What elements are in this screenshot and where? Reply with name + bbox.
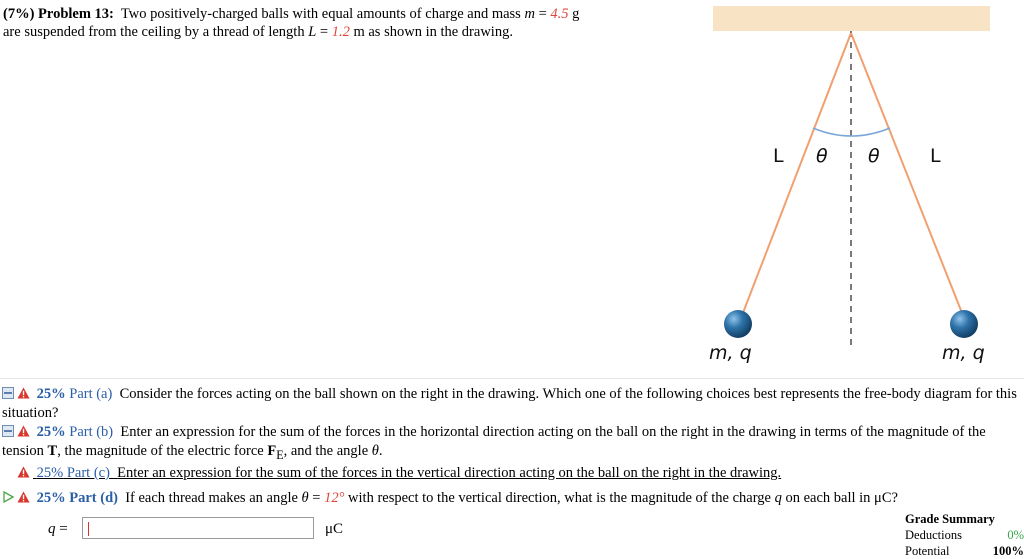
part-a-title[interactable]: Part (a) xyxy=(69,386,113,402)
part-c-text: Enter an expression for the sum of the forces in the vertical direction acting on the ball on the right in the drawing. xyxy=(117,465,782,481)
thread-right xyxy=(851,33,964,318)
answer-row xyxy=(0,515,900,545)
label-length-right: L xyxy=(930,145,941,167)
problem-text-1: Two positively-charged balls with equal amounts of charge and mass xyxy=(120,6,521,22)
answer-variable: q xyxy=(48,521,56,537)
ball-right xyxy=(950,310,978,338)
angle-value: 12° xyxy=(324,490,345,506)
label-theta-right: θ xyxy=(868,145,880,167)
part-c-title[interactable]: Part (c) xyxy=(66,465,110,481)
symbol-theta: θ xyxy=(301,490,309,506)
length-unit: m as shown in the drawing. xyxy=(353,24,513,40)
part-b-text-2: , the magnitude of the electric force xyxy=(57,442,264,459)
pendulum-figure xyxy=(700,0,1024,375)
problem-label: Problem 13: xyxy=(38,6,114,22)
play-icon[interactable] xyxy=(2,490,14,508)
mass-value: 4.5 xyxy=(550,6,569,22)
part-a-percent: 25% xyxy=(36,386,66,402)
deductions-value: 0% xyxy=(1007,528,1024,542)
symbol-force: F xyxy=(267,442,277,459)
part-d-text-1: If each thread makes an angle xyxy=(125,490,298,506)
part-b-percent: 25% xyxy=(36,424,66,440)
label-theta-left: θ xyxy=(816,145,828,167)
label-ball-left: m, q xyxy=(709,342,752,364)
symbol-force-subscript: E xyxy=(276,447,284,462)
deductions-label: Deductions xyxy=(905,528,962,542)
mass-unit: g xyxy=(572,6,580,22)
potential-value: 100% xyxy=(992,544,1024,558)
warning-icon xyxy=(17,424,30,442)
mass-equals: = xyxy=(538,6,547,22)
problem-text-2: are suspended from the ceiling by a thread of length xyxy=(3,24,305,40)
part-d-text-2: with respect to the vertical direction, what is the magnitude of the charge xyxy=(348,490,771,506)
expand-icon[interactable] xyxy=(2,386,14,404)
part-d-percent: 25% xyxy=(36,490,66,506)
divider xyxy=(0,378,1024,379)
potential-label: Potential xyxy=(905,544,950,558)
part-d[interactable] xyxy=(2,489,1020,508)
label-length-left: L xyxy=(773,145,784,167)
charge-answer-input[interactable] xyxy=(82,517,314,539)
part-a-text: Consider the forces acting on the ball shown on the right in the drawing. Which one of the following choices best represents the free-body diagram for this situation? xyxy=(2,386,1017,421)
deductions-row xyxy=(905,527,1024,543)
warning-icon xyxy=(17,386,30,404)
answer-label xyxy=(48,521,68,538)
part-b-title[interactable]: Part (b) xyxy=(69,424,114,440)
part-d-title[interactable]: Part (d) xyxy=(69,490,118,506)
part-b[interactable] xyxy=(2,423,1020,464)
problem-weight: (7%) xyxy=(3,6,35,22)
ball-left xyxy=(724,310,752,338)
part-c[interactable] xyxy=(2,464,1020,483)
label-ball-right: m, q xyxy=(942,342,985,364)
part-b-text-3: , and the angle xyxy=(283,442,369,459)
problem-statement xyxy=(3,5,693,41)
part-a[interactable] xyxy=(2,385,1020,422)
part-b-text-1: Enter an expression for the sum of the forces in the horizontal direction acting on the ball on the right in the drawing in terms of the magnitude of the tension xyxy=(2,424,986,459)
mass-variable: m xyxy=(524,6,535,22)
expand-icon[interactable] xyxy=(2,424,14,442)
grade-summary xyxy=(905,511,1024,559)
part-c-percent: 25% xyxy=(36,465,64,481)
length-variable: L xyxy=(308,24,317,40)
part-d-equals: = xyxy=(312,490,321,506)
grade-summary-title: Grade Summary xyxy=(905,512,995,526)
symbol-theta: θ xyxy=(371,442,379,459)
length-value: 1.2 xyxy=(331,24,350,40)
text-cursor xyxy=(88,522,89,536)
answer-unit: μC xyxy=(325,521,344,537)
potential-row xyxy=(905,543,1024,559)
symbol-charge: q xyxy=(774,490,782,506)
part-d-text-3: on each ball in μC? xyxy=(785,490,898,506)
ceiling xyxy=(713,6,990,31)
length-equals: = xyxy=(319,24,329,40)
part-b-text-4: . xyxy=(378,442,383,459)
answer-equals: = xyxy=(59,521,68,537)
symbol-tension: T xyxy=(47,442,58,459)
warning-icon xyxy=(17,490,30,508)
warning-icon xyxy=(17,465,30,483)
thread-left xyxy=(741,33,851,318)
pendulum-drawing xyxy=(700,0,1024,375)
